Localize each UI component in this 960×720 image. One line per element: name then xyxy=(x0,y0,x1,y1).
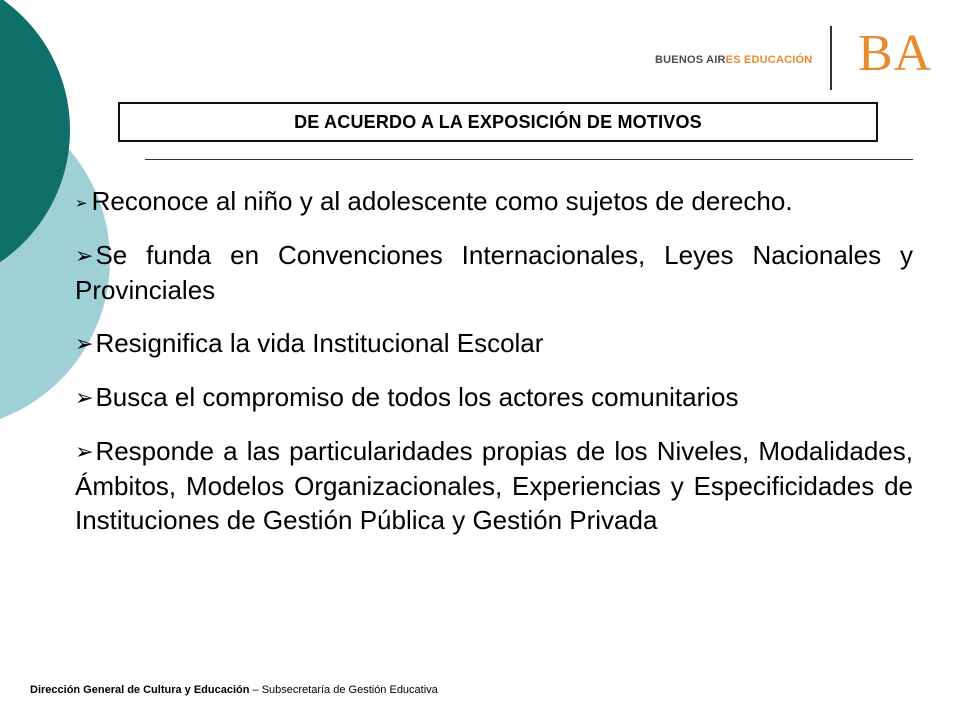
logo-wordmark xyxy=(655,54,812,66)
list-item xyxy=(75,326,913,361)
footer-dept: Subsecretaría de Gestión Educativa xyxy=(261,684,438,696)
arrow-bullet-icon: ➢ xyxy=(75,439,94,464)
bullet-list xyxy=(75,184,913,556)
bullet-text: Se funda en Convenciones Internacionales, Leyes Nacionales y Provinciales xyxy=(75,240,913,305)
footer-org: Dirección General de Cultura y Educación xyxy=(30,684,250,696)
title-underline xyxy=(145,159,913,160)
arrow-bullet-icon: ➢ xyxy=(75,243,94,268)
list-item xyxy=(75,380,913,415)
arrow-bullet-icon: ➢ xyxy=(75,385,94,410)
logo-divider xyxy=(830,26,832,90)
footer xyxy=(30,684,438,696)
logo-monogram: BA xyxy=(858,25,933,82)
list-item xyxy=(75,238,913,307)
title-box xyxy=(118,102,878,142)
footer-separator: – xyxy=(249,684,262,696)
bullet-text: Reconoce al niño y al adolescente como sujetos de derecho. xyxy=(91,186,793,216)
arrow-bullet-icon: ➢ xyxy=(75,195,88,212)
slide-title: DE ACUERDO A LA EXPOSICIÓN DE MOTIVOS xyxy=(294,111,702,132)
list-item xyxy=(75,184,913,221)
bullet-text: Busca el compromiso de todos los actores comunitarios xyxy=(95,382,739,412)
logo-wordmark-part2: ES EDUCACIÓN xyxy=(725,54,813,66)
list-item xyxy=(75,434,913,537)
logo-wordmark-part1: BUENOS AIR xyxy=(655,54,726,66)
bullet-text: Responde a las particularidades propias de los Niveles, Modalidades, Ámbitos, Modelos Organizacionales, Experiencias y Especificidades de Instituciones de Gestión Pública y Gestión Privada xyxy=(75,436,913,535)
arrow-bullet-icon: ➢ xyxy=(75,331,94,356)
bullet-text: Resignifica la vida Institucional Escolar xyxy=(95,328,544,358)
